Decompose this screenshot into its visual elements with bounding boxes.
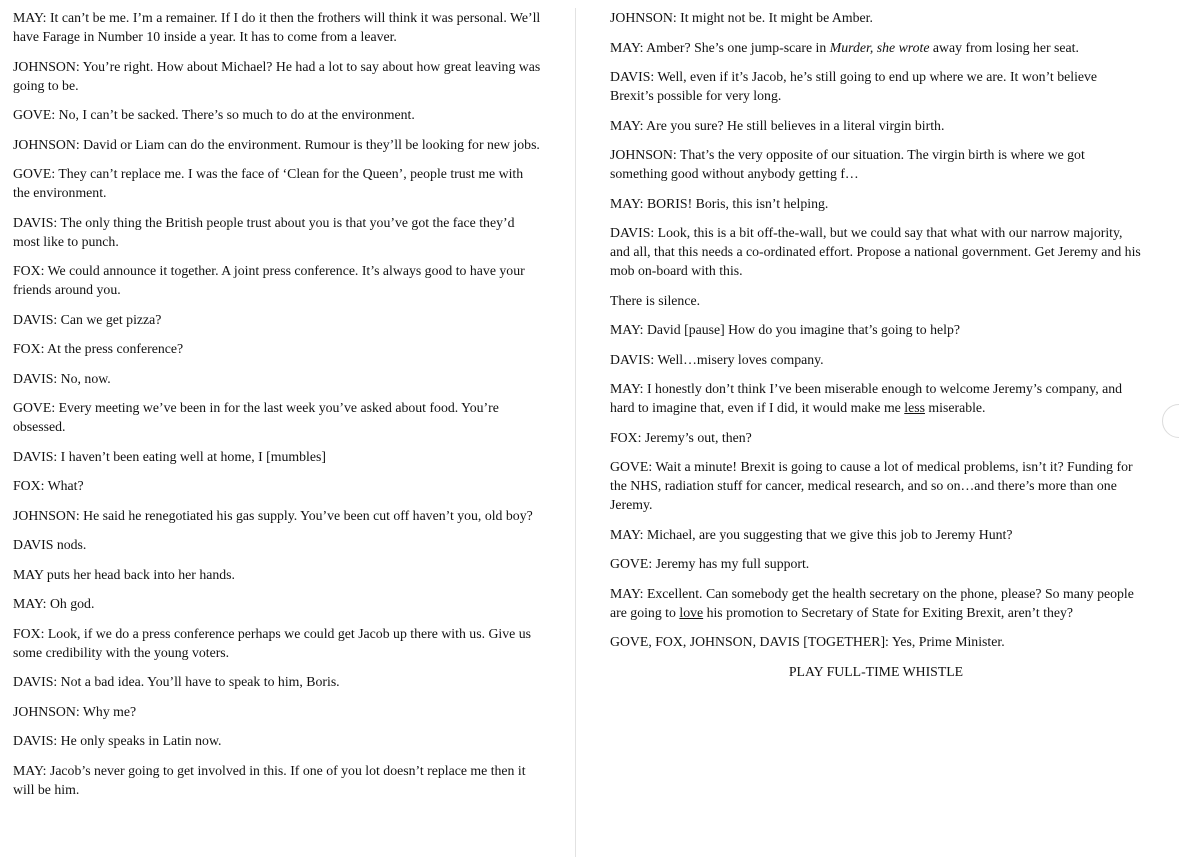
line-text: PLAY FULL-TIME WHISTLE (788, 663, 964, 679)
line-text: MAY: It can’t be me. I’m a remainer. If I do it then the frothers will think it was personal. We’ll have Farage in Number 10 inside a year. It has to come from a leaver. (13, 10, 541, 44)
dialogue-line (610, 145, 1142, 183)
line-text: DAVIS: He only speaks in Latin now. (13, 733, 222, 748)
line-text: DAVIS: The only thing the British people trust about you is that you’ve got the face they’d most like to punch. (13, 214, 515, 249)
dialogue-line (610, 428, 1142, 447)
stage-direction (610, 662, 1142, 681)
dialogue-line (13, 339, 543, 358)
line-text: GOVE: No, I can’t be sacked. There’s so much to do at the environment. (13, 107, 415, 122)
dialogue-line (13, 506, 543, 525)
line-text: away from losing her seat. (929, 39, 1079, 55)
line-text: miserable. (924, 400, 986, 415)
dialogue-line (610, 116, 1142, 135)
line-text: DAVIS: Well, even if it’s Jacob, he’s still going to end up where we are. It won’t believe Brexit’s possible for very long. (610, 69, 1098, 103)
dialogue-line (610, 457, 1142, 514)
dialogue-line (13, 624, 543, 662)
dialogue-line (13, 672, 543, 691)
dialogue-line (610, 320, 1142, 339)
line-text: FOX: Jeremy’s out, then? (610, 429, 752, 445)
dialogue-line (13, 731, 543, 750)
line-text: GOVE: They can’t replace me. I was the face of ‘Clean for the Queen’, people trust me with the environment. (13, 166, 524, 200)
italic-text: Murder, she wrote (829, 39, 930, 55)
line-text: JOHNSON: You’re right. How about Michael? He had a lot to say about how great leaving was going to be. (13, 58, 541, 93)
line-text: MAY: I honestly don’t think I’ve been miserable enough to welcome Jeremy’s company, and hard to imagine that, even if I did, it would make me (610, 381, 1123, 415)
column-divider (575, 8, 576, 857)
line-text: JOHNSON: David or Liam can do the environment. Rumour is they’ll be looking for new jobs. (13, 136, 540, 152)
line-text: FOX: Look, if we do a press conference perhaps we could get Jacob up there with us. Give us some credibility with the young voters. (13, 625, 532, 660)
dialogue-line (13, 594, 543, 613)
line-text: MAY: Oh god. (13, 596, 95, 611)
underlined-text: love (679, 604, 704, 620)
scroll-handle[interactable] (1162, 404, 1179, 438)
line-text: his promotion to Secretary of State for Exiting Brexit, aren’t they? (703, 604, 1073, 620)
dialogue-line (610, 38, 1142, 57)
line-text: There is silence. (610, 292, 701, 308)
dialogue-line (13, 447, 543, 466)
line-text: DAVIS: Not a bad idea. You’ll have to speak to him, Boris. (13, 674, 340, 689)
line-text: DAVIS nods. (13, 537, 87, 552)
line-text: JOHNSON: Why me? (13, 703, 137, 719)
underlined-text: less (904, 400, 925, 415)
dialogue-line (610, 223, 1142, 280)
stage-direction (13, 565, 543, 584)
dialogue-line (13, 369, 543, 388)
line-text: DAVIS: I haven’t been eating well at home, I [mumbles] (13, 448, 326, 464)
dialogue-line (610, 554, 1142, 573)
dialogue-line (13, 702, 543, 721)
line-text: JOHNSON: That’s the very opposite of our situation. The virgin birth is where we got something good without anybody getting f… (610, 147, 1085, 181)
left-column (13, 8, 543, 809)
line-text: MAY: Jacob’s never going to get involved in this. If one of you lot doesn’t replace me then it will be him. (13, 762, 526, 797)
dialogue-line (13, 135, 543, 154)
right-column (610, 8, 1142, 691)
dialogue-line (610, 194, 1142, 213)
dialogue-line (13, 310, 543, 329)
dialogue-line (13, 398, 543, 436)
line-text: GOVE: Wait a minute! Brexit is going to cause a lot of medical problems, isn’t it? Funding for the NHS, radiation stuff for cancer, medical research, and so on…and there’s more than one Jeremy. (610, 459, 1133, 512)
dialogue-line (610, 67, 1142, 105)
dialogue-line (610, 379, 1142, 417)
line-text: MAY: Are you sure? He still believes in a literal virgin birth. (610, 117, 945, 133)
line-text: FOX: We could announce it together. A joint press conference. It’s always good to have your friends around you. (13, 263, 525, 297)
line-text: FOX: At the press conference? (13, 341, 184, 356)
line-text: JOHNSON: It might not be. It might be Amber. (610, 10, 873, 25)
line-text: GOVE: Every meeting we’ve been in for the last week you’ve asked about food. You’re obsessed. (13, 400, 499, 434)
line-text: DAVIS: Well…misery loves company. (610, 351, 824, 367)
line-text: DAVIS: Look, this is a bit off-the-wall, but we could say that what with our narrow majority, and all, that this needs a co-ordinated effort. Propose a national government. Get Jeremy and his mob on-board with this. (610, 225, 1141, 278)
line-text: MAY: Michael, are you suggesting that we give this job to Jeremy Hunt? (610, 526, 1013, 542)
dialogue-line (610, 632, 1142, 651)
stage-direction (610, 291, 1142, 310)
dialogue-line (610, 584, 1142, 622)
dialogue-line (13, 476, 543, 495)
line-text: FOX: What? (13, 478, 84, 493)
line-text: MAY: Excellent. Can somebody get the health secretary on the phone, please? So many people are going to (610, 585, 1134, 620)
dialogue-line (13, 8, 543, 46)
dialogue-line (610, 350, 1142, 369)
dialogue-line (13, 105, 543, 124)
dialogue-line (13, 761, 543, 799)
line-text: DAVIS: No, now. (13, 370, 111, 386)
dialogue-line (13, 164, 543, 202)
line-text: MAY: Amber? She’s one jump-scare in (610, 39, 830, 55)
line-text: JOHNSON: He said he renegotiated his gas supply. You’ve been cut off haven’t you, old boy? (13, 507, 533, 523)
dialogue-line (13, 57, 543, 95)
dialogue-line (610, 8, 1142, 27)
dialogue-line (13, 213, 543, 251)
line-text: MAY: BORIS! Boris, this isn’t helping. (610, 195, 829, 211)
line-text: MAY puts her head back into her hands. (13, 566, 235, 582)
stage-direction (13, 535, 543, 554)
line-text: DAVIS: Can we get pizza? (13, 311, 162, 327)
dialogue-line (13, 261, 543, 299)
dialogue-line (610, 525, 1142, 544)
line-text: GOVE, FOX, JOHNSON, DAVIS [TOGETHER]: Yes, Prime Minister. (610, 634, 1005, 649)
line-text: MAY: David [pause] How do you imagine that’s going to help? (610, 322, 960, 337)
line-text: GOVE: Jeremy has my full support. (610, 556, 810, 571)
